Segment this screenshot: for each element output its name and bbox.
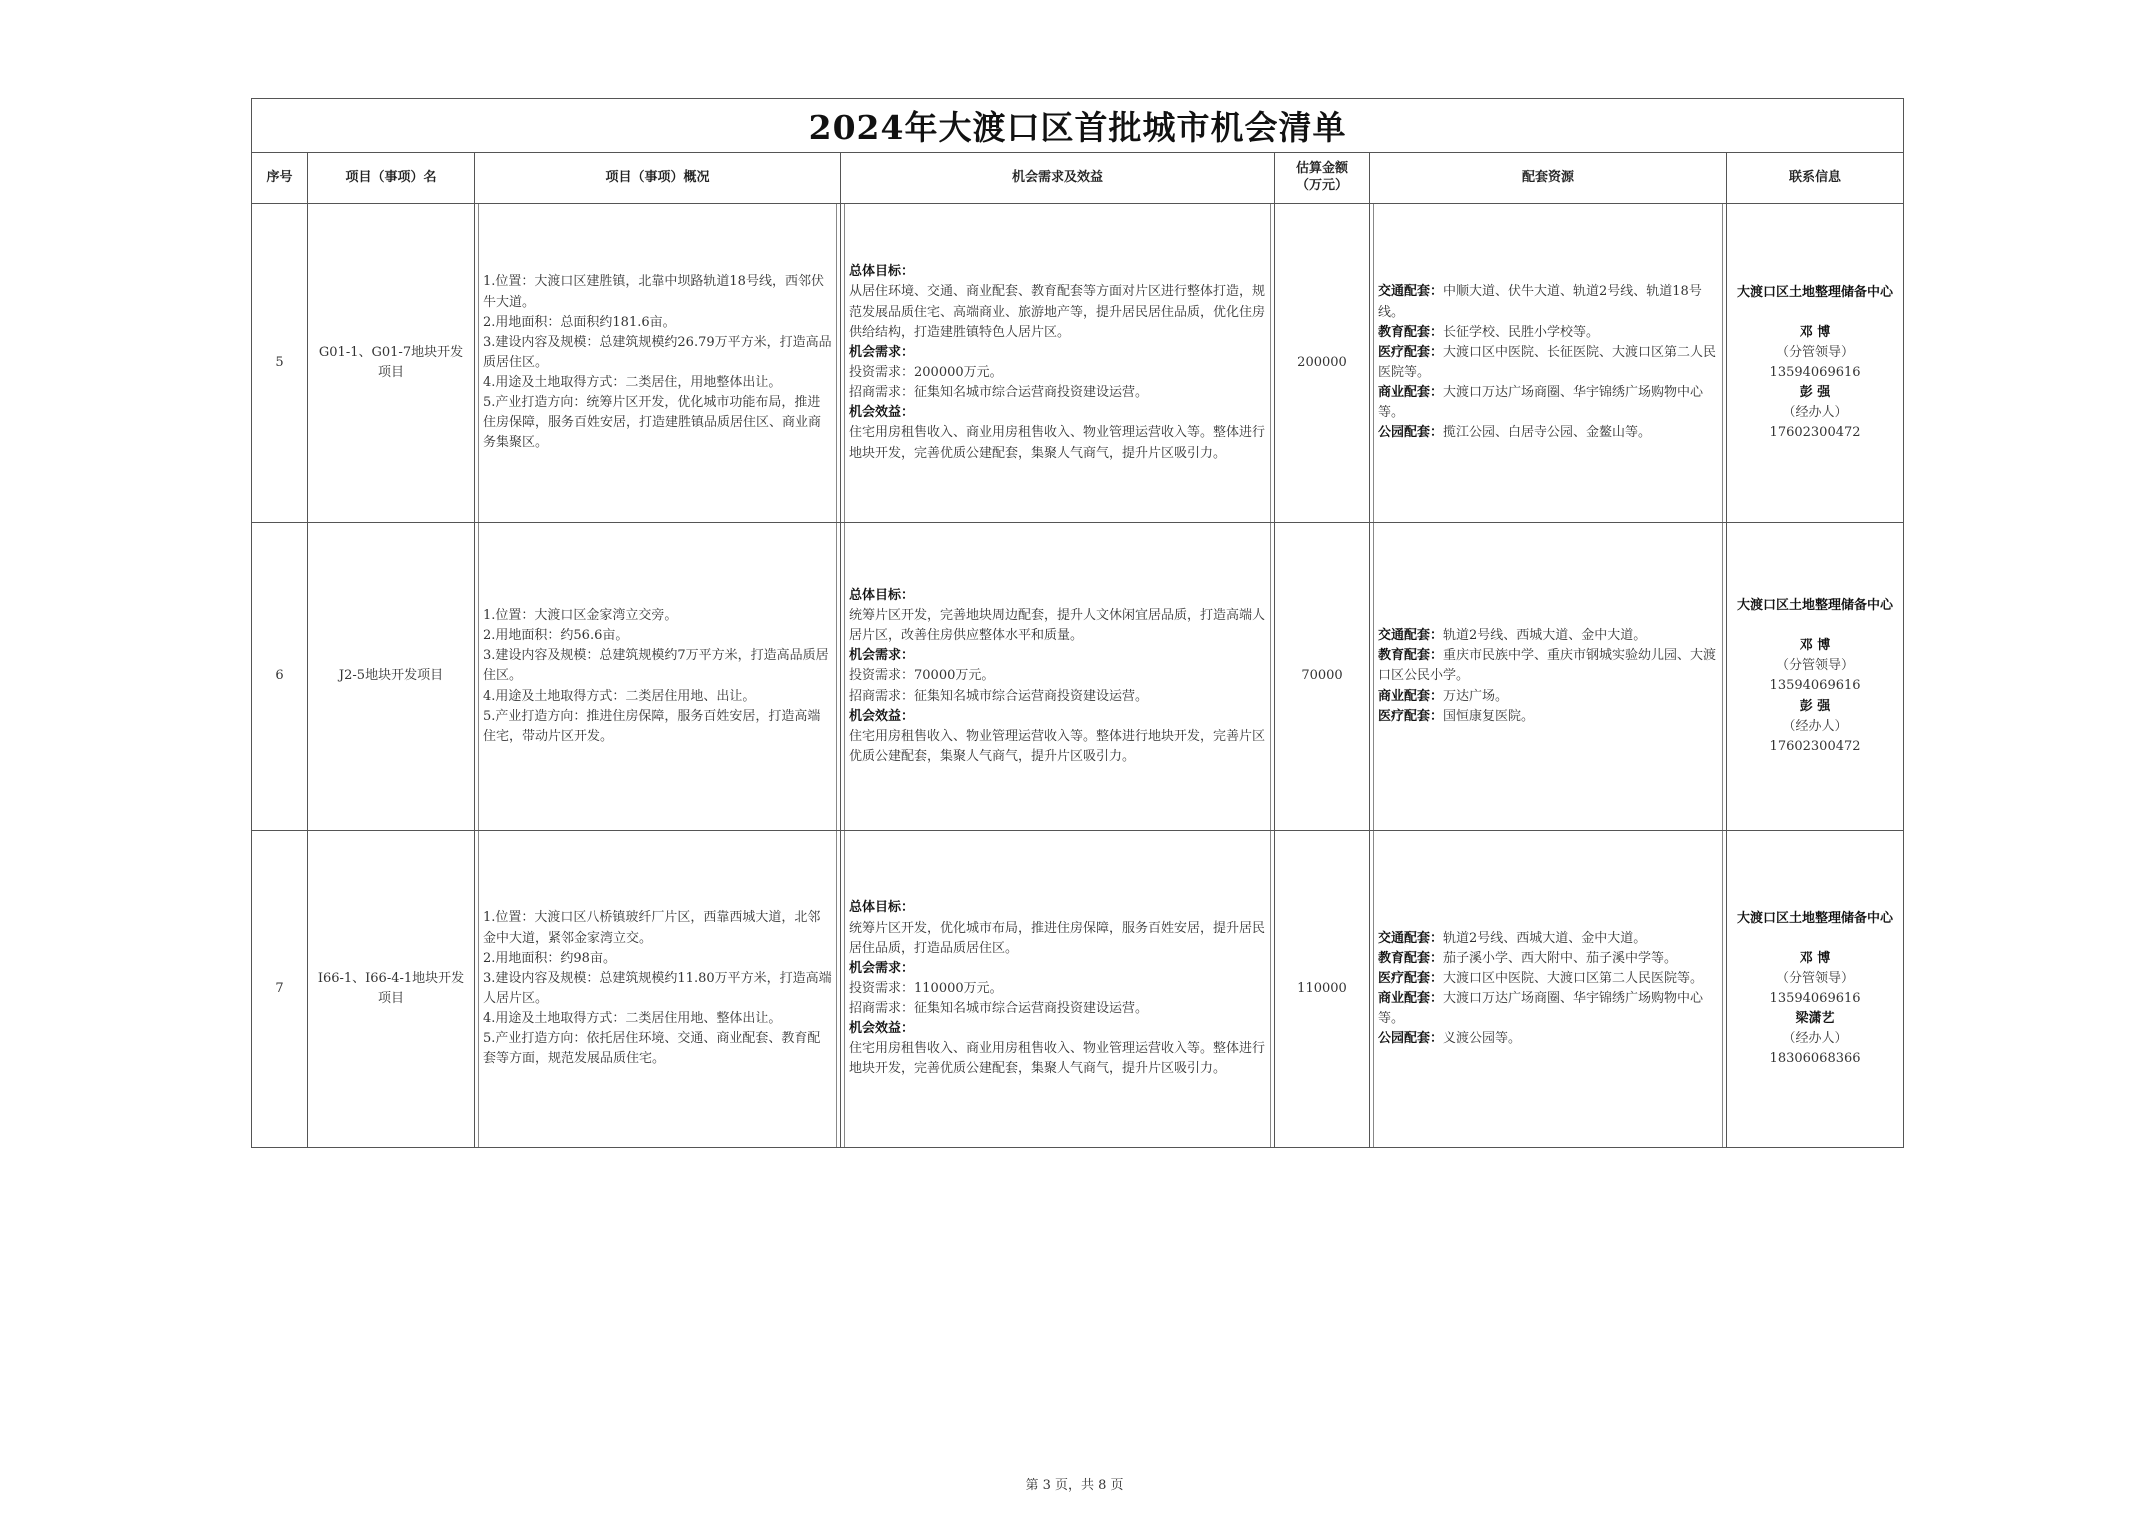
resource-text: 中顺大道、伏牛大道、轨道2号线、轨道18号线。 xyxy=(1378,284,1702,320)
overview-line: 5.产业打造方向：依托居住环境、交通、商业配套、教育配套等方面，规范发展品质住宅。 xyxy=(483,1031,821,1067)
overview-line: 4.用途及土地取得方式：二类居住，用地整体出让。 xyxy=(483,375,782,391)
overview-line: 5.产业打造方向：推进住房保障，服务百姓安居，打造高端住宅，带动片区开发。 xyxy=(483,708,821,744)
goal-label: 总体目标： xyxy=(849,264,915,280)
resource-text: 大渡口万达广场商圈、华宇锦绣广场购物中心等。 xyxy=(1378,385,1704,421)
overview-line: 1.位置：大渡口区八桥镇玻纤厂片区，西靠西城大道，北邻金中大道，紧邻金家湾立交。 xyxy=(483,910,821,946)
resource-text: 大渡口万达广场商圈、华宇锦绣广场购物中心等。 xyxy=(1378,991,1704,1027)
contact-org: 大渡口区土地整理储备中心 xyxy=(1737,598,1894,613)
overview-line: 2.用地面积：约56.6亩。 xyxy=(483,628,629,644)
resource-text: 揽江公园、白居寺公园、金鳌山等。 xyxy=(1443,425,1652,441)
header-overview: 项目（事项）概况 xyxy=(475,153,841,204)
contact-person: 邓 博 xyxy=(1799,950,1831,966)
row-overview xyxy=(475,204,841,523)
need-label: 机会需求： xyxy=(849,648,915,664)
contact-phone: 17602300472 xyxy=(1769,738,1861,754)
overview-line: 3.建设内容及规模：总建筑规模约11.80万平方米，打造高端人居片区。 xyxy=(483,970,832,1006)
goal-text: 从居住环境、交通、商业配套、教育配套等方面对片区进行整体打造，规范发展品质住宅、高端商业、旅游地产等，提升居民居住品质，优化住房供给结构，打造建胜镇特色人居片区。 xyxy=(849,284,1266,340)
row-contact xyxy=(1727,204,1904,523)
overview-line: 3.建设内容及规模：总建筑规模约26.79万平方米，打造高品质居住区。 xyxy=(483,334,832,370)
contact-person: 彭 强 xyxy=(1799,698,1831,714)
resource-text: 大渡口区中医院、长征医院、大渡口区第二人民医院等。 xyxy=(1378,344,1717,380)
row-resources xyxy=(1370,204,1727,523)
resource-label: 公园配套： xyxy=(1378,425,1444,441)
resource-text: 轨道2号线、西城大道、金中大道。 xyxy=(1443,628,1647,644)
resource-text: 重庆市民族中学、重庆市钢城实验幼儿园、大渡口区公民小学。 xyxy=(1378,648,1717,684)
resource-item xyxy=(1378,949,1718,969)
need-recruit: 招商需求：征集知名城市综合运营商投资建设运营。 xyxy=(849,688,1149,704)
row-name: J2-5地块开发项目 xyxy=(308,523,475,831)
overview-line: 3.建设内容及规模：总建筑规模约7万平方米，打造高品质居住区。 xyxy=(483,648,829,684)
goal-text: 统筹片区开发，完善地块周边配套，提升人文休闲宜居品质，打造高端人居片区，改善住房供应整体水平和质量。 xyxy=(849,608,1266,644)
resource-label: 医疗配套： xyxy=(1378,344,1444,360)
table-row xyxy=(252,204,1904,523)
overview-line: 2.用地面积：总面积约181.6亩。 xyxy=(483,314,676,330)
benefit-text: 住宅用房租售收入、商业用房租售收入、物业管理运营收入等。整体进行地块开发，完善优质公建配套，集聚人气商气，提升片区吸引力。 xyxy=(849,1041,1266,1077)
contact-role: （经办人） xyxy=(1782,718,1848,734)
header-row xyxy=(252,153,1904,204)
resource-text: 国恒康复医院。 xyxy=(1443,708,1535,724)
contact-org: 大渡口区土地整理储备中心 xyxy=(1737,910,1894,926)
contact-role: （分管领导） xyxy=(1776,344,1855,360)
overview-line: 2.用地面积：约98亩。 xyxy=(483,950,616,966)
row-demand xyxy=(841,523,1275,831)
row-amount: 110000 xyxy=(1275,831,1370,1148)
need-recruit: 招商需求：征集知名城市综合运营商投资建设运营。 xyxy=(849,1001,1149,1017)
overview-line: 5.产业打造方向：统筹片区开发，优化城市功能布局，推进住房保障，服务百姓安居，打造建胜镇品质居住区、商业商务集聚区。 xyxy=(483,395,822,451)
resource-item xyxy=(1378,323,1718,343)
contact-phone: 13594069616 xyxy=(1769,364,1861,380)
contact-phone: 13594069616 xyxy=(1769,990,1861,1006)
header-contact: 联系信息 xyxy=(1727,153,1904,204)
page-title: 2024年大渡口区首批城市机会清单 xyxy=(252,99,1904,153)
resource-text: 万达广场。 xyxy=(1443,688,1509,704)
contact-phone: 17602300472 xyxy=(1769,425,1861,441)
header-resources: 配套资源 xyxy=(1370,153,1727,204)
row-contact xyxy=(1727,831,1904,1148)
header-no: 序号 xyxy=(252,153,308,204)
benefit-text: 住宅用房租售收入、物业管理运营收入等。整体进行地块开发，完善片区优质公建配套，集聚人气商气，提升片区吸引力。 xyxy=(849,728,1266,764)
resource-item xyxy=(1378,1029,1718,1049)
table-row xyxy=(252,523,1904,831)
resource-item xyxy=(1378,383,1718,423)
header-amount xyxy=(1275,153,1370,204)
table-row xyxy=(252,831,1904,1148)
resource-item xyxy=(1378,707,1718,727)
overview-line: 1.位置：大渡口区建胜镇，北靠中坝路轨道18号线，西邻伏牛大道。 xyxy=(483,274,824,310)
overview-line: 4.用途及土地取得方式：二类居住用地、整体出让。 xyxy=(483,1011,782,1027)
need-label: 机会需求： xyxy=(849,344,915,360)
resource-item xyxy=(1378,282,1718,322)
need-invest: 投资需求：110000万元。 xyxy=(849,980,1003,996)
need-invest: 投资需求：70000万元。 xyxy=(849,668,995,684)
benefit-label: 机会效益： xyxy=(849,405,915,421)
resource-item xyxy=(1378,989,1718,1029)
row-no: 6 xyxy=(252,523,308,831)
row-name: I66-1、I66-4-1地块开发项目 xyxy=(308,831,475,1148)
resource-text: 大渡口区中医院、大渡口区第二人民医院等。 xyxy=(1443,970,1704,986)
contact-role: （经办人） xyxy=(1782,405,1848,421)
benefit-label: 机会效益： xyxy=(849,1021,915,1037)
contact-person: 梁潇艺 xyxy=(1795,1011,1835,1027)
resource-text: 轨道2号线、西城大道、金中大道。 xyxy=(1443,930,1647,946)
row-amount: 200000 xyxy=(1275,204,1370,523)
resource-label: 公园配套： xyxy=(1378,1031,1444,1047)
contact-org: 大渡口区土地整理储备中心 xyxy=(1737,284,1894,300)
contact-role: （分管领导） xyxy=(1776,970,1855,986)
row-no: 7 xyxy=(252,831,308,1148)
contact-role: （分管领导） xyxy=(1776,658,1855,674)
contact-person: 邓 博 xyxy=(1799,324,1831,340)
opportunity-table xyxy=(251,98,1904,1148)
row-demand xyxy=(841,204,1275,523)
contact-person: 邓 博 xyxy=(1799,638,1831,654)
header-amount-label: 估算金额（万元） xyxy=(1295,161,1348,193)
goal-label: 总体目标： xyxy=(849,587,915,603)
resource-label: 交通配套： xyxy=(1378,284,1444,300)
row-no: 5 xyxy=(252,204,308,523)
page-number: 第 3 页，共 8 页 xyxy=(1025,1478,1124,1493)
resource-label: 教育配套： xyxy=(1378,324,1444,340)
resource-item xyxy=(1378,969,1718,989)
benefit-text: 住宅用房租售收入、商业用房租售收入、物业管理运营收入等。整体进行地块开发，完善优质公建配套，集聚人气商气，提升片区吸引力。 xyxy=(849,425,1266,461)
resource-label: 交通配套： xyxy=(1378,930,1444,946)
resource-label: 医疗配套： xyxy=(1378,708,1444,724)
resource-item xyxy=(1378,929,1718,949)
resource-item xyxy=(1378,646,1718,686)
resource-text: 茄子溪小学、西大附中、茄子溪中学等。 xyxy=(1443,950,1678,966)
need-label: 机会需求： xyxy=(849,960,915,976)
resource-label: 商业配套： xyxy=(1378,991,1444,1006)
resource-text: 义渡公园等。 xyxy=(1443,1031,1522,1047)
row-name: G01-1、G01-7地块开发项目 xyxy=(308,204,475,523)
resource-item xyxy=(1378,687,1718,707)
resource-label: 交通配套： xyxy=(1378,628,1444,644)
need-recruit: 招商需求：征集知名城市综合运营商投资建设运营。 xyxy=(849,385,1149,401)
resource-text: 长征学校、民胜小学校等。 xyxy=(1443,324,1600,340)
resource-item xyxy=(1378,343,1718,383)
goal-label: 总体目标： xyxy=(849,900,915,916)
contact-person: 彭 强 xyxy=(1799,385,1831,401)
row-resources xyxy=(1370,831,1727,1148)
row-amount: 70000 xyxy=(1275,523,1370,831)
need-invest: 投资需求：200000万元。 xyxy=(849,365,1003,380)
header-demand: 机会需求及效益 xyxy=(841,153,1275,204)
row-overview xyxy=(475,523,841,831)
goal-text: 统筹片区开发，优化城市布局，推进住房保障，服务百姓安居，提升居民居住品质，打造品质居住区。 xyxy=(849,920,1266,956)
resource-label: 教育配套： xyxy=(1378,950,1444,966)
benefit-label: 机会效益： xyxy=(849,708,915,724)
resource-label: 商业配套： xyxy=(1378,688,1444,704)
resource-item xyxy=(1378,626,1718,646)
resource-label: 医疗配套： xyxy=(1378,970,1444,986)
resource-label: 教育配套： xyxy=(1378,648,1444,664)
row-overview xyxy=(475,831,841,1148)
header-name: 项目（事项）名 xyxy=(308,153,475,204)
overview-line: 1.位置：大渡口区金家湾立交旁。 xyxy=(483,608,678,623)
resource-label: 商业配套： xyxy=(1378,385,1444,401)
contact-phone: 18306068366 xyxy=(1769,1051,1861,1067)
row-demand xyxy=(841,831,1275,1148)
row-contact xyxy=(1727,523,1904,831)
row-resources xyxy=(1370,523,1727,831)
overview-line: 4.用途及土地取得方式：二类居住用地、出让。 xyxy=(483,688,756,704)
contact-role: （经办人） xyxy=(1782,1031,1848,1047)
contact-phone: 13594069616 xyxy=(1769,678,1861,694)
resource-item xyxy=(1378,423,1718,443)
